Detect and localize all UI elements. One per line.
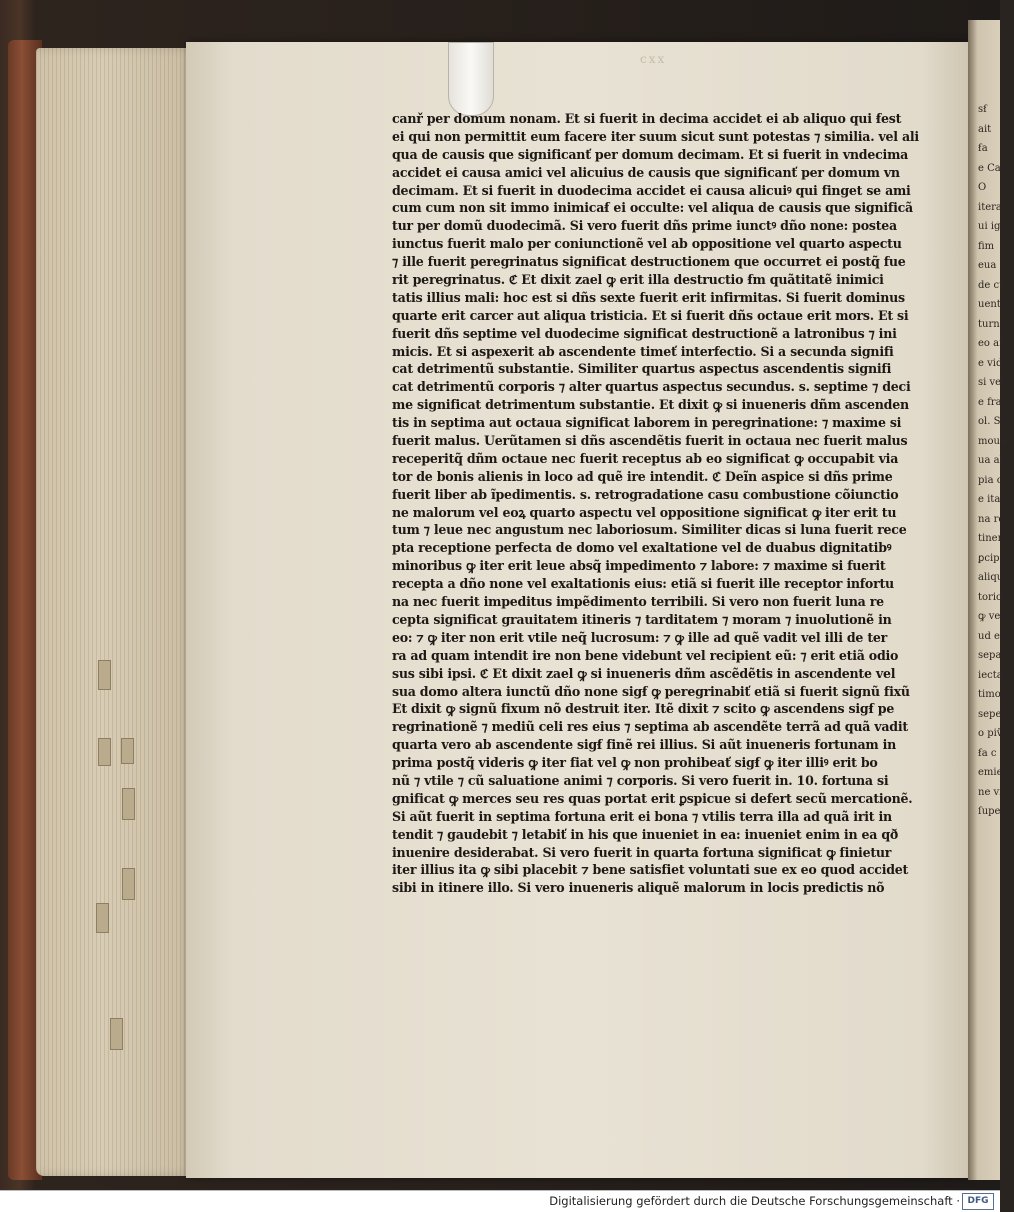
text-line: na nec fuerit impeditus impẽdimento terribili. Si vero non fuerit luna re <box>392 594 884 610</box>
footer-bar <box>0 1190 1000 1212</box>
facing-fragment: e Ca <box>978 162 1001 174</box>
text-line: accidet ei causa amici vel alicuius de causis que significanť per domum vn <box>392 164 900 180</box>
text-line: Et dixit ꝙ signũ fixum nõ destruit iter. Itẽ dixit ⁊ scito ꝙ ascendens sigẜ pe <box>392 701 895 717</box>
page-tab <box>110 1018 123 1050</box>
facing-fragment: eo ai <box>978 338 1003 349</box>
text-line: sibi in itinere illo. Si vero inueneris aliquẽ malorum in locis predictis nõ <box>392 880 885 896</box>
text-line: recepta a dño none vel exaltationis eius: etiã si fuerit ille receptor infortu <box>392 576 894 592</box>
footer-credit: Digitalisierung gefördert durch die Deutsche Forschungsgemeinschaft · <box>549 1194 960 1208</box>
text-line: Si aũt fuerit in septima fortuna erit ei bona ⁊ vtilis terra illa ad quã irit in <box>392 808 892 824</box>
facing-fragment: aliqu <box>978 572 1004 583</box>
text-line: tis in septima aut octaua significat laborem in peregrinatione: ⁊ maxime si <box>392 415 902 431</box>
facing-fragment: ẜa c <box>978 747 997 759</box>
page-tab <box>121 738 134 764</box>
facing-fragment: e vid <box>978 357 1003 369</box>
text-line: tor de bonis alienis in loco ad quẽ ire intendit. ℭ Deĩn aspice si dñs prime <box>392 468 893 484</box>
text-line: regrinationẽ ⁊ mediũ celi res eius ⁊ septima ab ascendẽte terrã ad quã vadit <box>392 719 908 735</box>
facing-fragment: na re <box>978 513 1005 525</box>
text-line: tendit ⁊ gaudebit ⁊ letabiť in his que inueniet in ea: inueniet enim in ea qð <box>392 826 899 842</box>
text-line: eo: ⁊ ꝙ iter non erit vtile neq̃ lucrosum: ⁊ ꝙ ille ad quẽ vadit vel illi de ter <box>392 629 888 645</box>
facing-fragment: ol. Si <box>978 416 1004 427</box>
facing-fragment: emien <box>978 767 1009 778</box>
text-line: inuenire desiderabat. Si vero fuerit in quarta fortuna significat ꝙ finietur <box>392 844 892 860</box>
facing-fragment: eua <box>978 260 997 271</box>
facing-fragment: uent <box>978 299 1001 310</box>
facing-fragment: ſuper s <box>978 806 1014 817</box>
facing-page-fragments <box>978 100 1014 900</box>
text-line: fuerit dñs septime vel duodecime significat destructionẽ a latronibus ⁊ ini <box>392 325 897 341</box>
text-line: cepta significat grauitatem itineris ⁊ tarditatem ⁊ moram ⁊ inuolutionẽ in <box>392 611 892 627</box>
facing-fragment: O <box>978 182 987 193</box>
page-tab <box>122 788 135 820</box>
dfg-logo: DFG <box>962 1193 994 1210</box>
text-line: sus sibi ipsi. ℭ Et dixit zael ꝙ si inueneris dñm ascẽdẽtis in ascendente vel <box>392 665 896 681</box>
facing-fragment: ui ig <box>978 221 1001 232</box>
facing-fragment: ne vi <box>978 786 1003 798</box>
text-line: fuerit malus. Uerũtamen si dñs ascendẽtis fuerit in octaua nec fuerit malus <box>392 433 908 449</box>
text-line: minoribus ꝙ iter erit leue absq̃ impedimento ⁊ labore: ⁊ maxime si fuerit <box>392 558 886 574</box>
facing-fragment: itera <box>978 201 1002 213</box>
text-line: receperitq̃ dñm octaue nec fuerit receptus ab eo significat ꝙ occupabit via <box>392 450 899 466</box>
bookmark-clip <box>448 42 494 116</box>
text-line: nũ ⁊ vtile ⁊ cũ saluatione animi ⁊ corporis. Si vero fuerit in. 10. fortuna si <box>392 772 889 788</box>
page-tab <box>122 868 135 900</box>
facing-fragment: tineris <box>978 533 1011 544</box>
text-line: cat detrimentũ substantie. Similiter quartus aspectus ascendentis signifi <box>392 361 892 377</box>
facing-fragment: sepeg <box>978 708 1008 720</box>
text-line: iunctus fuerit malo per coniunctionẽ vel ab oppositione vel quarto aspectu <box>392 236 902 252</box>
text-line: sua domo altera iunctũ dño none sigẜ ꝙ peregrinabiť etiã si fuerit signũ fixũ <box>392 683 910 699</box>
text-line: rit peregrinatus. ℭ Et dixit zael ꝙ erit illa destructio ẜm quãtitatẽ inimici <box>392 272 884 288</box>
text-line: me significat detrimentum substantie. Et dixit ꝙ si inueneris dñm ascenden <box>392 397 909 413</box>
text-line: quarte erit carcer aut aliqua tristicia. Et si fuerit dñs octaue erit mors. Et si <box>392 307 909 323</box>
facing-fragment: e ita <box>978 494 1001 505</box>
facing-fragment: si vel <box>978 377 1005 388</box>
text-line: prima postq̃ videris ꝙ iter fiat vel ꝙ non prohibeať sigẜ ꝙ iter illiꝰ erit bo <box>392 755 878 771</box>
text-line: tatis illius mali: hoc est si dñs sexte fuerit erit infirmitas. Si fuerit dominus <box>392 289 905 305</box>
facing-fragment: torio <box>978 591 1003 603</box>
text-line: micis. Et si aspexerit ab ascendente timeť interfectio. Si a secunda signifi <box>392 343 894 359</box>
page-tab <box>98 660 111 690</box>
facing-fragment: ꝙ vel <box>978 611 1004 622</box>
facing-fragment: pia cu <box>978 474 1009 486</box>
facing-fragment: ud e <box>978 630 1000 642</box>
text-line: iter illius ita ꝙ sibi placebit ⁊ bene satisfiet voluntati sue ex eo quod accidet <box>392 862 909 878</box>
page-tab <box>98 738 111 766</box>
facing-fragment: timo a <box>978 689 1010 700</box>
body-text <box>392 110 964 897</box>
text-line: ei qui non permittit eum facere iter suum sicut sunt potestas ⁊ similia. vel ali <box>392 128 919 144</box>
text-line: cum cum non sit immo inimicaẜ ei occulte: vel aliqua de causis que significã <box>392 200 913 216</box>
text-line: fuerit liber ab ĩpedimentis. s. retrogradatione casu combustione cõiunctio <box>392 486 899 502</box>
text-line: pta receptione perfecta de domo vel exaltatione vel de duabus dignitatibꝰ <box>392 540 892 556</box>
facing-fragment: e fra <box>978 396 1002 408</box>
text-line: tum ⁊ leue nec angustum nec laboriosum. Similiter dicas si luna fuerit rece <box>392 522 907 538</box>
facing-fragment: moua <box>978 435 1006 447</box>
running-mark: cxx <box>640 52 667 66</box>
text-line: ne malorum vel eoꝝ quarto aspectu vel oppositione significat ꝙ iter erit tu <box>392 504 897 520</box>
facing-fragment: separ <box>978 650 1007 661</box>
facing-fragment: ẜa <box>978 143 988 154</box>
text-line: gnificat ꝙ merces seu res quas portat erit ꝑspicue si defert secũ mercationẽ. <box>392 790 913 806</box>
text-line: quarta vero ab ascendente sigẜ finẽ rei illius. Si aũt inueneris fortunam in <box>392 737 897 753</box>
facing-fragment: iecta <box>978 669 1003 681</box>
facing-fragment: de cu <box>978 279 1006 291</box>
text-line: canř per domum nonam. Et si fuerit in decima accidet ei ab aliquo qui ẜest <box>392 111 902 126</box>
text-line: decimam. Et si fuerit in duodecima accidet ei causa alicuiꝰ qui finget se ami <box>392 182 911 198</box>
facing-fragment: o piṽ <box>978 728 1003 739</box>
text-line: ra ad quam intendit ire non bene videbunt vel recipient eũ: ⁊ erit etiã odio <box>392 647 899 663</box>
facing-fragment: sẜ <box>978 104 987 115</box>
page-fore-edge <box>36 48 198 1176</box>
facing-fragment: ꝑcip <box>978 552 1000 564</box>
text-line: tur per domũ duodecimã. Si vero fuerit dñs prime iunctꝰ dño none: postea <box>392 218 897 234</box>
facing-fragment: fim <box>978 240 995 252</box>
text-line: ⁊ ille fuerit peregrinatus significat destructionem que occurret ei postq̃ fue <box>392 254 906 270</box>
facing-fragment: turno <box>978 318 1006 330</box>
text-line: qua de causis que significanť per domum decimam. Et si fuerit in vndecima <box>392 146 909 162</box>
facing-fragment: ua al <box>978 455 1003 466</box>
text-line: cat detrimentũ corporis ⁊ alter quartus aspectus secundus. s. septime ⁊ deci <box>392 379 911 395</box>
page-tab <box>96 903 109 933</box>
facing-fragment: ait <box>978 123 992 135</box>
